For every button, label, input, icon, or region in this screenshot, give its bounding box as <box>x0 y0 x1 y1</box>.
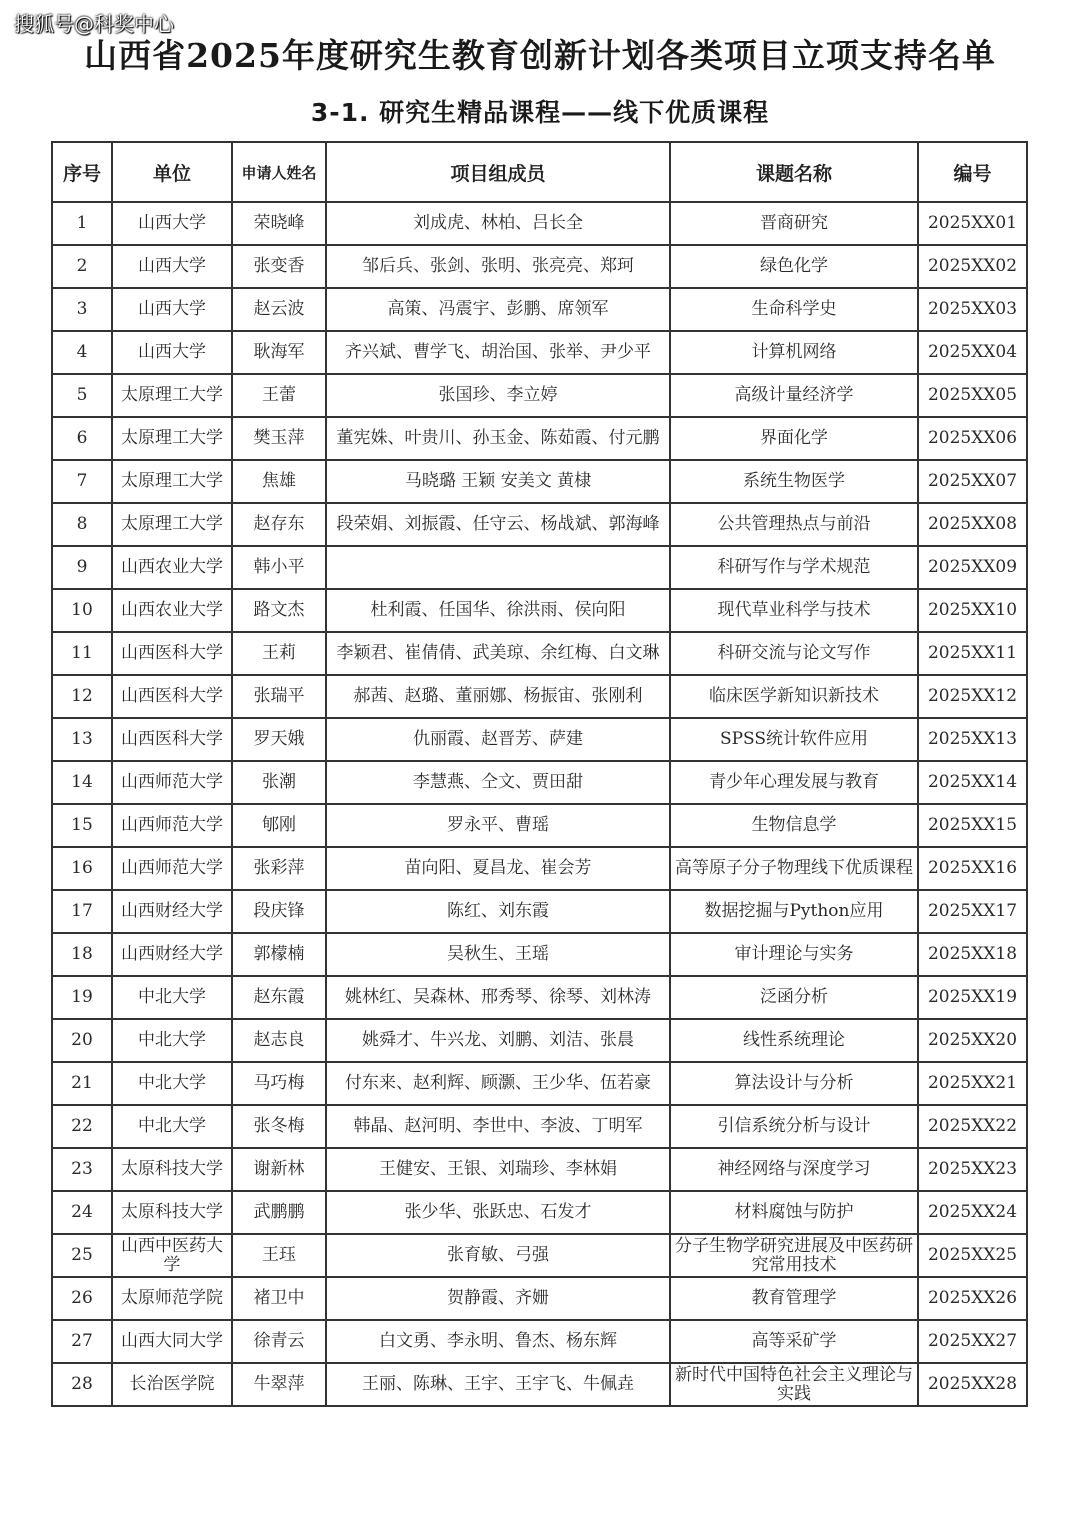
row-code: 2025XX26 <box>918 1277 1027 1320</box>
table-row <box>52 589 1027 632</box>
table-row <box>52 804 1027 847</box>
row-unit: 山西医科大学 <box>112 718 232 761</box>
table-row <box>52 1234 1027 1277</box>
header-applicant: 申请人姓名 <box>232 142 326 202</box>
table-row <box>52 1363 1027 1406</box>
row-course: 系统生物医学 <box>670 460 918 503</box>
row-code: 2025XX24 <box>918 1191 1027 1234</box>
row-code: 2025XX27 <box>918 1320 1027 1363</box>
row-no: 6 <box>52 417 112 460</box>
row-course: 计算机网络 <box>670 331 918 374</box>
row-applicant: 郇刚 <box>232 804 326 847</box>
row-unit: 山西中医药大学 <box>112 1234 232 1277</box>
row-no: 27 <box>52 1320 112 1363</box>
row-code: 2025XX25 <box>918 1234 1027 1277</box>
row-course: 科研写作与学术规范 <box>670 546 918 589</box>
row-applicant: 赵志良 <box>232 1019 326 1062</box>
row-unit: 太原科技大学 <box>112 1148 232 1191</box>
table-row <box>52 374 1027 417</box>
row-members: 高策、冯震宇、彭鹏、席领军 <box>326 288 670 331</box>
row-course: 高等原子分子物理线下优质课程 <box>670 847 918 890</box>
row-members: 王丽、陈琳、王宇、王宇飞、牛佩垚 <box>326 1363 670 1406</box>
row-course: 生命科学史 <box>670 288 918 331</box>
row-code: 2025XX09 <box>918 546 1027 589</box>
row-course: SPSS统计软件应用 <box>670 718 918 761</box>
row-members: 郝茜、赵璐、董丽娜、杨振宙、张刚利 <box>326 675 670 718</box>
table-row <box>52 890 1027 933</box>
row-code: 2025XX11 <box>918 632 1027 675</box>
row-applicant: 张冬梅 <box>232 1105 326 1148</box>
table-row <box>52 546 1027 589</box>
row-unit: 中北大学 <box>112 976 232 1019</box>
row-course: 分子生物学研究进展及中医药研究常用技术 <box>670 1234 918 1277</box>
table-row <box>52 632 1027 675</box>
row-members: 张国珍、李立婷 <box>326 374 670 417</box>
row-members: 王健安、王银、刘瑞珍、李林娟 <box>326 1148 670 1191</box>
project-table <box>51 141 1028 1407</box>
row-course: 青少年心理发展与教育 <box>670 761 918 804</box>
row-code: 2025XX12 <box>918 675 1027 718</box>
row-applicant: 樊玉萍 <box>232 417 326 460</box>
table-row <box>52 1019 1027 1062</box>
row-members: 姚林红、吴森林、邢秀琴、徐琴、刘林涛 <box>326 976 670 1019</box>
row-code: 2025XX07 <box>918 460 1027 503</box>
row-no: 23 <box>52 1148 112 1191</box>
row-course: 线性系统理论 <box>670 1019 918 1062</box>
row-course: 临床医学新知识新技术 <box>670 675 918 718</box>
table-row <box>52 976 1027 1019</box>
row-unit: 太原师范学院 <box>112 1277 232 1320</box>
table-row <box>52 1062 1027 1105</box>
row-unit: 山西大学 <box>112 288 232 331</box>
row-code: 2025XX21 <box>918 1062 1027 1105</box>
row-course: 新时代中国特色社会主义理论与实践 <box>670 1363 918 1406</box>
row-unit: 太原理工大学 <box>112 460 232 503</box>
row-unit: 太原理工大学 <box>112 374 232 417</box>
row-no: 7 <box>52 460 112 503</box>
table-row <box>52 245 1027 288</box>
row-unit: 山西医科大学 <box>112 675 232 718</box>
table-row <box>52 1277 1027 1320</box>
row-unit: 中北大学 <box>112 1019 232 1062</box>
row-members: 韩晶、赵河明、李世中、李波、丁明军 <box>326 1105 670 1148</box>
row-unit: 山西农业大学 <box>112 546 232 589</box>
row-code: 2025XX20 <box>918 1019 1027 1062</box>
row-applicant: 焦雄 <box>232 460 326 503</box>
row-applicant: 武鹏鹏 <box>232 1191 326 1234</box>
row-code: 2025XX10 <box>918 589 1027 632</box>
row-unit: 太原理工大学 <box>112 503 232 546</box>
row-unit: 太原科技大学 <box>112 1191 232 1234</box>
row-course: 审计理论与实务 <box>670 933 918 976</box>
row-code: 2025XX22 <box>918 1105 1027 1148</box>
row-unit: 山西大同大学 <box>112 1320 232 1363</box>
row-members: 姚舜才、牛兴龙、刘鹏、刘洁、张晨 <box>326 1019 670 1062</box>
row-members: 付东来、赵利辉、顾灏、王少华、伍若豪 <box>326 1062 670 1105</box>
row-code: 2025XX19 <box>918 976 1027 1019</box>
row-applicant: 谢新林 <box>232 1148 326 1191</box>
table-row <box>52 718 1027 761</box>
row-unit: 中北大学 <box>112 1105 232 1148</box>
row-applicant: 张潮 <box>232 761 326 804</box>
row-applicant: 张瑞平 <box>232 675 326 718</box>
table-row <box>52 1320 1027 1363</box>
row-members: 杜利霞、任国华、徐洪雨、侯向阳 <box>326 589 670 632</box>
row-no: 15 <box>52 804 112 847</box>
row-members: 苗向阳、夏昌龙、崔会芳 <box>326 847 670 890</box>
row-course: 材料腐蚀与防护 <box>670 1191 918 1234</box>
row-no: 16 <box>52 847 112 890</box>
row-course: 绿色化学 <box>670 245 918 288</box>
row-code: 2025XX15 <box>918 804 1027 847</box>
row-code: 2025XX18 <box>918 933 1027 976</box>
row-course: 算法设计与分析 <box>670 1062 918 1105</box>
row-code: 2025XX23 <box>918 1148 1027 1191</box>
row-members: 陈红、刘东霞 <box>326 890 670 933</box>
header-members: 项目组成员 <box>326 142 670 202</box>
table-row <box>52 1148 1027 1191</box>
table-row <box>52 761 1027 804</box>
table-body <box>52 202 1027 1406</box>
row-applicant: 褚卫中 <box>232 1277 326 1320</box>
row-no: 2 <box>52 245 112 288</box>
watermark: 搜狐号@科奖中心 <box>14 12 174 36</box>
row-members: 邹后兵、张剑、张明、张亮亮、郑珂 <box>326 245 670 288</box>
row-applicant: 徐青云 <box>232 1320 326 1363</box>
row-no: 19 <box>52 976 112 1019</box>
row-applicant: 张彩萍 <box>232 847 326 890</box>
header-course: 课题名称 <box>670 142 918 202</box>
row-no: 24 <box>52 1191 112 1234</box>
row-applicant: 马巧梅 <box>232 1062 326 1105</box>
table-row <box>52 503 1027 546</box>
row-no: 3 <box>52 288 112 331</box>
table-row <box>52 202 1027 245</box>
row-members: 贺静霞、齐姗 <box>326 1277 670 1320</box>
row-unit: 山西大学 <box>112 202 232 245</box>
row-course: 界面化学 <box>670 417 918 460</box>
row-no: 5 <box>52 374 112 417</box>
table-row <box>52 460 1027 503</box>
row-unit: 山西大学 <box>112 331 232 374</box>
row-members: 仇丽霞、赵晋芳、萨建 <box>326 718 670 761</box>
row-code: 2025XX08 <box>918 503 1027 546</box>
table-row <box>52 417 1027 460</box>
row-no: 25 <box>52 1234 112 1277</box>
row-unit: 山西农业大学 <box>112 589 232 632</box>
row-applicant: 牛翠萍 <box>232 1363 326 1406</box>
row-no: 4 <box>52 331 112 374</box>
row-no: 28 <box>52 1363 112 1406</box>
row-code: 2025XX14 <box>918 761 1027 804</box>
row-applicant: 韩小平 <box>232 546 326 589</box>
table-row <box>52 1191 1027 1234</box>
row-code: 2025XX13 <box>918 718 1027 761</box>
row-unit: 山西财经大学 <box>112 933 232 976</box>
row-applicant: 赵存东 <box>232 503 326 546</box>
row-no: 21 <box>52 1062 112 1105</box>
header-code: 编号 <box>918 142 1027 202</box>
row-members: 李慧燕、仝文、贾田甜 <box>326 761 670 804</box>
row-no: 11 <box>52 632 112 675</box>
page-title: 山西省2025年度研究生教育创新计划各类项目立项支持名单 <box>84 36 996 75</box>
row-applicant: 罗天娥 <box>232 718 326 761</box>
row-applicant: 路文杰 <box>232 589 326 632</box>
row-applicant: 段庆锋 <box>232 890 326 933</box>
row-applicant: 郭檬楠 <box>232 933 326 976</box>
row-no: 8 <box>52 503 112 546</box>
row-code: 2025XX01 <box>918 202 1027 245</box>
row-course: 泛函分析 <box>670 976 918 1019</box>
row-unit: 太原理工大学 <box>112 417 232 460</box>
table-row <box>52 1105 1027 1148</box>
row-members: 白文勇、李永明、鲁杰、杨东辉 <box>326 1320 670 1363</box>
row-code: 2025XX04 <box>918 331 1027 374</box>
row-members: 刘成虎、林柏、吕长全 <box>326 202 670 245</box>
row-applicant: 王蕾 <box>232 374 326 417</box>
row-no: 1 <box>52 202 112 245</box>
header-no: 序号 <box>52 142 112 202</box>
row-unit: 中北大学 <box>112 1062 232 1105</box>
row-unit: 山西师范大学 <box>112 761 232 804</box>
row-no: 17 <box>52 890 112 933</box>
row-unit: 山西医科大学 <box>112 632 232 675</box>
row-no: 26 <box>52 1277 112 1320</box>
row-course: 教育管理学 <box>670 1277 918 1320</box>
row-no: 12 <box>52 675 112 718</box>
row-unit: 山西财经大学 <box>112 890 232 933</box>
row-applicant: 耿海军 <box>232 331 326 374</box>
row-course: 现代草业科学与技术 <box>670 589 918 632</box>
row-course: 高等采矿学 <box>670 1320 918 1363</box>
row-course: 数据挖掘与Python应用 <box>670 890 918 933</box>
table-header-row <box>52 142 1027 202</box>
table-row <box>52 847 1027 890</box>
row-no: 10 <box>52 589 112 632</box>
row-no: 14 <box>52 761 112 804</box>
row-members: 罗永平、曹瑶 <box>326 804 670 847</box>
row-no: 22 <box>52 1105 112 1148</box>
row-course: 科研交流与论文写作 <box>670 632 918 675</box>
row-unit: 山西大学 <box>112 245 232 288</box>
row-unit: 山西师范大学 <box>112 847 232 890</box>
row-code: 2025XX17 <box>918 890 1027 933</box>
row-code: 2025XX16 <box>918 847 1027 890</box>
row-code: 2025XX03 <box>918 288 1027 331</box>
row-members <box>326 546 670 589</box>
row-members: 李颖君、崔倩倩、武美琼、余红梅、白文琳 <box>326 632 670 675</box>
row-no: 20 <box>52 1019 112 1062</box>
row-code: 2025XX06 <box>918 417 1027 460</box>
row-no: 18 <box>52 933 112 976</box>
row-applicant: 张变香 <box>232 245 326 288</box>
row-course: 引信系统分析与设计 <box>670 1105 918 1148</box>
row-unit: 长治医学院 <box>112 1363 232 1406</box>
row-members: 吴秋生、王瑶 <box>326 933 670 976</box>
row-members: 马晓璐 王颖 安美文 黄棣 <box>326 460 670 503</box>
row-members: 段荣娟、刘振霞、任守云、杨战斌、郭海峰 <box>326 503 670 546</box>
row-applicant: 赵云波 <box>232 288 326 331</box>
table-row <box>52 288 1027 331</box>
row-course: 神经网络与深度学习 <box>670 1148 918 1191</box>
row-applicant: 赵东霞 <box>232 976 326 1019</box>
row-members: 董宪姝、叶贵川、孙玉金、陈茹霞、付元鹏 <box>326 417 670 460</box>
row-course: 晋商研究 <box>670 202 918 245</box>
row-no: 9 <box>52 546 112 589</box>
table-row <box>52 933 1027 976</box>
table-row <box>52 331 1027 374</box>
row-members: 齐兴斌、曹学飞、胡治国、张举、尹少平 <box>326 331 670 374</box>
page-subtitle: 3-1. 研究生精品课程——线下优质课程 <box>310 98 770 127</box>
row-members: 张育敏、弓强 <box>326 1234 670 1277</box>
row-members: 张少华、张跃忠、石发才 <box>326 1191 670 1234</box>
header-unit: 单位 <box>112 142 232 202</box>
row-code: 2025XX28 <box>918 1363 1027 1406</box>
row-no: 13 <box>52 718 112 761</box>
table-row <box>52 675 1027 718</box>
row-unit: 山西师范大学 <box>112 804 232 847</box>
row-code: 2025XX02 <box>918 245 1027 288</box>
row-course: 公共管理热点与前沿 <box>670 503 918 546</box>
row-course: 高级计量经济学 <box>670 374 918 417</box>
row-course: 生物信息学 <box>670 804 918 847</box>
row-applicant: 王珏 <box>232 1234 326 1277</box>
row-applicant: 荣晓峰 <box>232 202 326 245</box>
row-applicant: 王莉 <box>232 632 326 675</box>
row-code: 2025XX05 <box>918 374 1027 417</box>
